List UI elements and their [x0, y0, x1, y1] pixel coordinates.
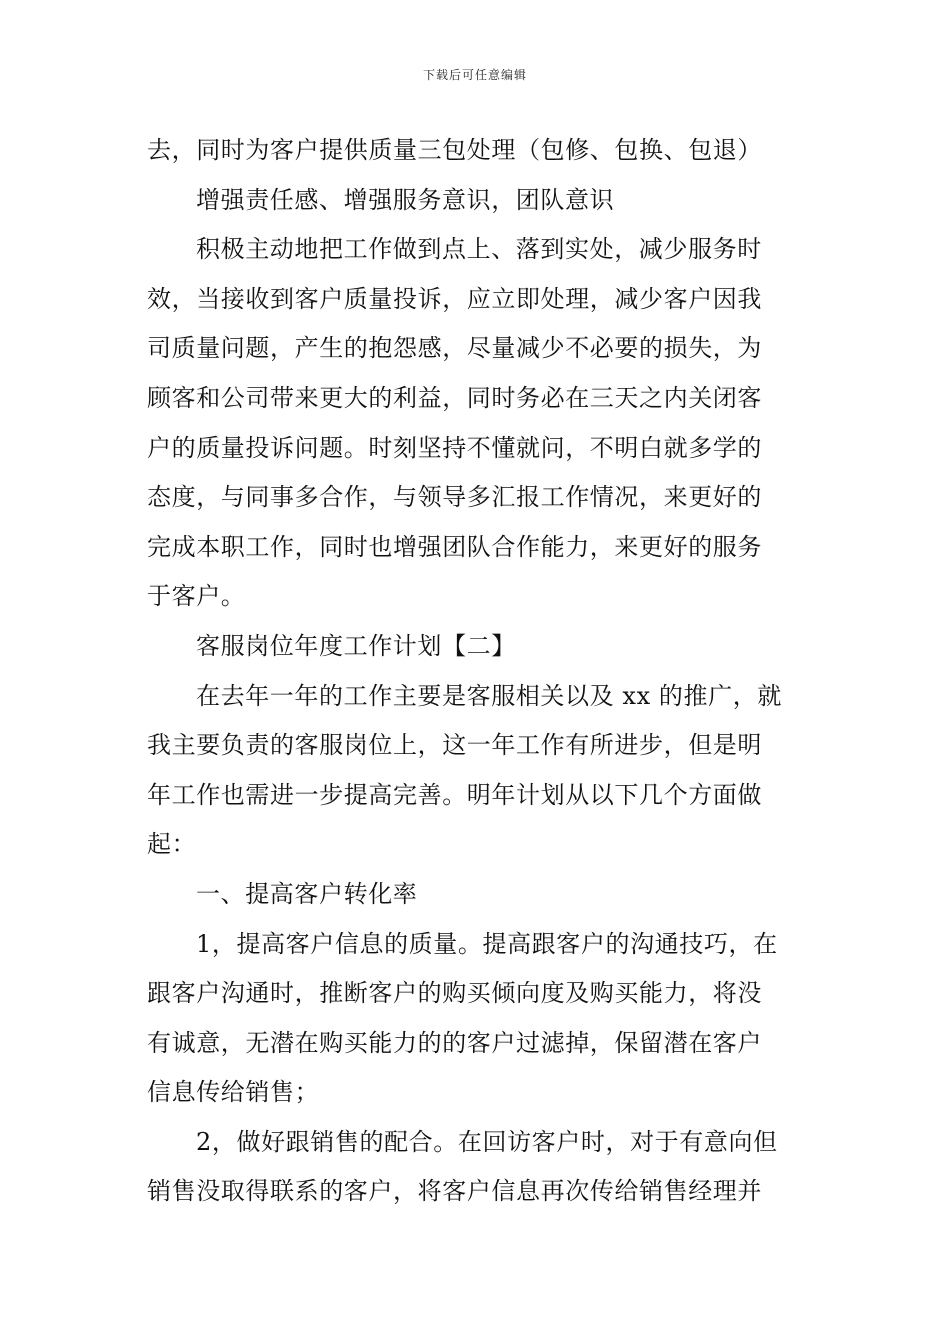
text-line: 销售没取得联系的客户，将客户信息再次传给销售经理并: [147, 1177, 762, 1206]
text-line: 年工作也需进一步提高完善。明年计划从以下几个方面做: [147, 780, 762, 809]
section-heading: 客服岗位年度工作计划【二】: [196, 631, 516, 660]
text-line: 有诚意，无潜在购买能力的的客户过滤掉，保留潜在客户: [147, 1028, 762, 1057]
text-line: 效，当接收到客户质量投诉，应立即处理，减少客户因我: [147, 284, 762, 313]
text-line: 起：: [147, 830, 197, 859]
text-line: 于客户。: [147, 582, 246, 611]
text-line: 司质量问题，产生的抱怨感，尽量减少不必要的损失，为: [147, 334, 762, 363]
text-line: 在去年一年的工作主要是客服相关以及 xx 的推广，就: [196, 681, 782, 710]
text-line: 户的质量投诉问题。时刻坚持不懂就问，不明白就多学的: [147, 433, 762, 462]
text-line: 去，同时为客户提供质量三包处理（包修、包换、包退）: [147, 136, 762, 164]
text-line: 信息传给销售；: [147, 1078, 320, 1107]
text-line: 1，提高客户信息的质量。提高跟客户的沟通技巧，在: [196, 929, 778, 958]
text-line: 跟客户沟通时，推断客户的购买倾向度及购买能力，将没: [147, 979, 762, 1008]
text-line: 态度，与同事多合作，与领导多汇报工作情况，来更好的: [147, 483, 762, 512]
text-line: 2，做好跟销售的配合。在回访客户时，对于有意向但: [196, 1127, 778, 1156]
text-line: 完成本职工作，同时也增强团队合作能力，来更好的服务: [147, 532, 762, 561]
text-line: 顾客和公司带来更大的利益，同时务必在三天之内关闭客: [147, 383, 762, 412]
document-body: [147, 126, 809, 1217]
text-line: 增强责任感、增强服务意识，团队意识: [196, 185, 615, 214]
text-line: 积极主动地把工作做到点上、落到实处，减少服务时: [196, 235, 762, 264]
header-note: 下载后可任意编辑: [422, 68, 527, 82]
text-line: 我主要负责的客服岗位上，这一年工作有所进步，但是明: [147, 731, 762, 760]
subheading: 一、提高客户转化率: [196, 879, 418, 908]
